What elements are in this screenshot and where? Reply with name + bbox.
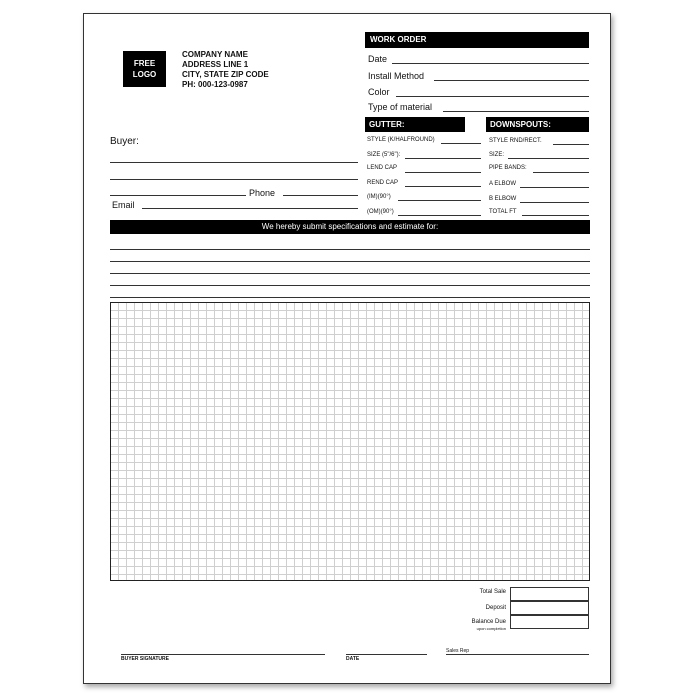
gutter-size-field[interactable]: [405, 158, 481, 159]
a-elbow-label: A ELBOW: [489, 181, 517, 187]
total-sale-label: Total Sale: [479, 589, 506, 595]
gutter-lend-cap-label: LEND CAP: [367, 165, 398, 171]
company-name: COMPANY NAME: [182, 50, 248, 59]
email-label: Email: [112, 200, 135, 210]
date-signature-line[interactable]: [346, 654, 427, 655]
spec-line-4[interactable]: [110, 285, 590, 286]
spec-line-1[interactable]: [110, 249, 590, 250]
total-sale-box[interactable]: [510, 587, 589, 601]
downspout-size-field[interactable]: [508, 158, 589, 159]
phone-label: Phone: [249, 188, 276, 198]
gutter-om-label: (OM)(90°): [367, 209, 394, 215]
gutter-rend-cap-label: REND CAP: [367, 180, 399, 186]
buyer-label: Buyer:: [110, 136, 139, 147]
downspout-style-field[interactable]: [553, 144, 589, 145]
buyer-signature-label: BUYER SIGNATURE: [121, 656, 169, 662]
logo-box: [123, 51, 166, 87]
total-ft-label: TOTAL FT: [489, 209, 517, 215]
sales-rep-line[interactable]: [446, 654, 589, 655]
gutter-im-field[interactable]: [398, 200, 481, 201]
phone-field[interactable]: [283, 195, 358, 196]
color-label: Color: [368, 87, 390, 97]
deposit-label: Deposit: [485, 605, 506, 611]
company-city: CITY, STATE ZIP CODE: [182, 70, 269, 79]
balance-due-note: upon completion: [476, 626, 506, 631]
logo-line-1: FREE: [133, 59, 156, 68]
color-field[interactable]: [396, 96, 589, 97]
gutter-style-field[interactable]: [441, 143, 481, 144]
submit-specifications-bar: We hereby submit specifications and estimate for:: [110, 220, 590, 234]
spec-line-2[interactable]: [110, 261, 590, 262]
downspout-size-label: SIZE:: [489, 152, 505, 158]
balance-due-box[interactable]: [510, 615, 589, 629]
downspout-style-label: STYLE RND/RECT.: [489, 138, 542, 144]
install-method-field[interactable]: [434, 80, 589, 81]
date-label: Date: [368, 54, 388, 64]
buyer-line-1[interactable]: [110, 162, 358, 163]
spec-line-3[interactable]: [110, 273, 590, 274]
deposit-box[interactable]: [510, 601, 589, 615]
b-elbow-field[interactable]: [520, 202, 589, 203]
install-method-label: Install Method: [368, 71, 425, 81]
company-phone: PH: 000-123-0987: [182, 80, 248, 89]
gutter-title: GUTTER:: [365, 117, 465, 132]
balance-due-label: Balance Due: [471, 619, 506, 625]
gutter-rend-cap-field[interactable]: [405, 186, 481, 187]
logo-line-2: LOGO: [132, 70, 157, 79]
gutter-om-field[interactable]: [398, 215, 481, 216]
gutter-im-label: (IM)(90°): [367, 194, 391, 200]
total-ft-field[interactable]: [522, 215, 589, 216]
sales-rep-label: Sales Rep: [446, 648, 470, 654]
buyer-signature-line[interactable]: [121, 654, 325, 655]
company-address: ADDRESS LINE 1: [182, 60, 249, 69]
pipe-bands-label: PIPE BANDS:: [489, 165, 527, 171]
material-field[interactable]: [443, 111, 589, 112]
spec-line-5[interactable]: [110, 297, 590, 298]
gutter-style-label: STYLE (K/HALFROUND): [367, 137, 435, 143]
b-elbow-label: B ELBOW: [489, 196, 517, 202]
material-label: Type of material: [368, 102, 433, 112]
pipe-bands-field[interactable]: [533, 172, 589, 173]
work-order-title: WORK ORDER: [365, 32, 589, 48]
company-info: [182, 50, 269, 90]
drawing-grid[interactable]: [110, 302, 590, 581]
gutter-lend-cap-field[interactable]: [405, 172, 481, 173]
a-elbow-field[interactable]: [520, 187, 589, 188]
buyer-line-2[interactable]: [110, 179, 358, 180]
gutter-size-label: SIZE (5"/6"):: [367, 152, 401, 158]
buyer-line-3[interactable]: [110, 195, 246, 196]
date-signature-label: DATE: [346, 656, 360, 662]
date-field[interactable]: [392, 63, 589, 64]
email-field[interactable]: [142, 208, 358, 209]
downspouts-title: DOWNSPOUTS:: [486, 117, 589, 132]
